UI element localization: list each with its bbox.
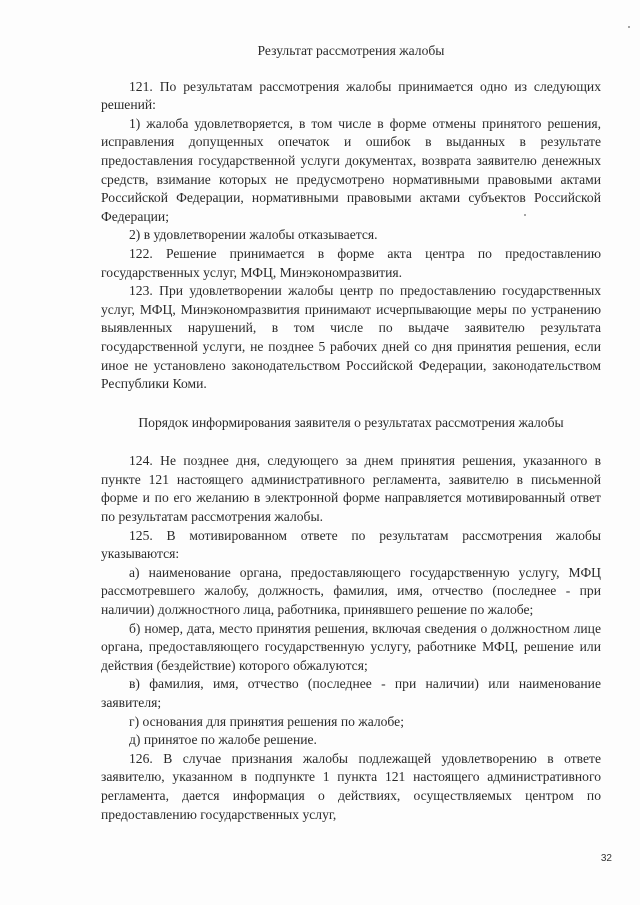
paragraph-121-2: 2) в удовлетворении жалобы отказывается. [129,227,378,243]
paragraph-122: 122. Решение принимается в форме акта центра по предоставлению государственных услуг, МФЦ, Минэкономразвития. [101,245,601,280]
paragraph-121: 121. По результатам рассмотрения жалобы принимается одно из следующих решений: [101,78,601,113]
paragraph-124: 124. Не позднее дня, следующего за днем принятия решения, указанного в пункте 121 настоящего административного регламента, заявителю в письменной форме и по его желанию в электронной форме направляется мотивированный ответ по результатам рассмотрения жалобы. [101,453,601,525]
paragraph-125-b: б) номер, дата, место принятия решения, включая сведения о должностном лице органа, предоставляющего государственную услугу, работнике МФЦ, решение или действия (бездействие) которого обжалуются; [101,620,601,673]
paragraph-125-d: д) принятое по жалобе решение. [129,732,317,748]
page-number: 32 [600,853,612,864]
scan-speck [628,26,630,28]
paragraph-125-g: г) основания для принятия решения по жалобе; [129,713,404,729]
paragraph-125-v: в) фамилия, имя, отчество (последнее - при наличии) или наименование заявителя; [101,676,601,710]
paragraph-125: 125. В мотивированном ответе по результатам рассмотрения жалобы указываются: [101,527,601,562]
document-body [101,42,601,824]
scan-speck [524,214,526,216]
paragraph-123: 123. При удовлетворении жалобы центр по предоставлению государственных услуг, МФЦ, Минэкономразвития принимают исчерпывающие меры по устранению выявленных нарушений, в том числе по выдаче заявителю результата государственной услуги, не позднее 5 рабочих дней со дня принятия решения, если иное не установлено законодательством Российской Федерации, законодательством Республики Коми. [101,283,601,392]
paragraph-121-1: 1) жалоба удовлетворяется, в том числе в форме отмены принятого решения, исправления допущенных опечаток и ошибок в выданных в результате предоставления государственной услуги документах, возврата заявителю денежных средств, взимание которых не предусмотрено нормативными правовыми актами Российской Федерации, нормативными правовыми актами субъектов Российской Федерации; [101,115,601,224]
section-title-result: Результат рассмотрения жалобы [257,43,445,58]
paragraph-126: 126. В случае признания жалобы подлежащей удовлетворению в ответе заявителю, указанном в подпункте 1 пункта 121 настоящего административного регламента, дается информация о действиях, осуществляемых центром по предоставлению государственных услуг, [101,750,601,822]
section-title-informing: Порядок информирования заявителя о результатах рассмотрения жалобы [138,414,564,430]
paragraph-125-a: а) наименование органа, предоставляющего государственную услугу, МФЦ рассмотревшего жалобу, должность, фамилия, имя, отчество (последнее - при наличии) должностного лица, работника, принявшего решение по жалобе; [101,564,601,618]
